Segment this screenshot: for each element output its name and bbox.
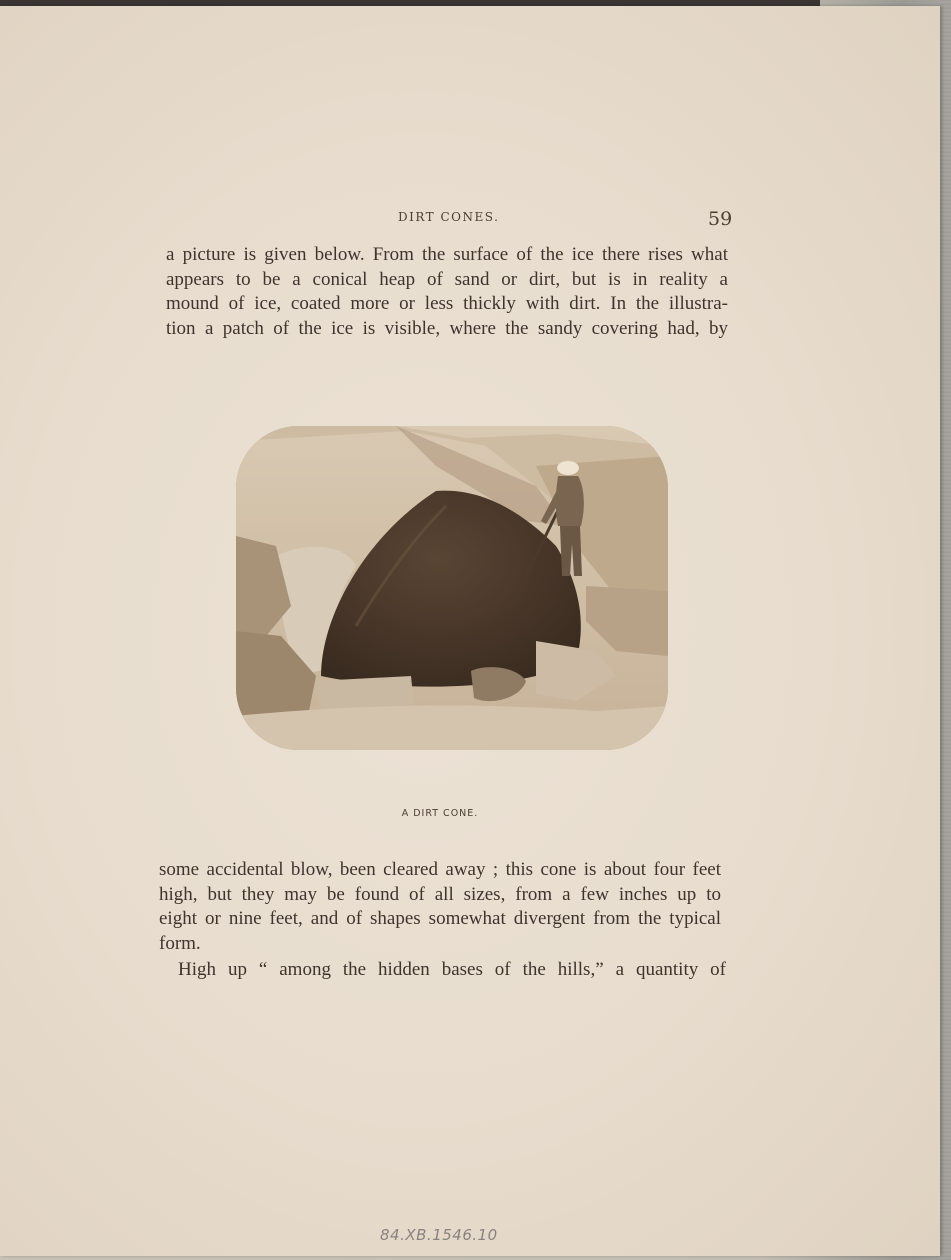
accession-number: 84.XB.1546.10 — [380, 1226, 498, 1244]
text-line: tion a patch of the ice is visible, where the sandy covering had, by — [166, 317, 728, 339]
running-title: DIRT CONES. — [398, 210, 500, 224]
next-paragraph — [178, 958, 726, 983]
text-line: a picture is given below. From the surface of the ice there rises what — [166, 244, 728, 265]
text-line: High up “ among the hidden bases of the hills,” a quantity of — [178, 959, 726, 980]
text-line: form. — [159, 932, 201, 954]
photograph-illustration — [236, 426, 668, 750]
text-line: mound of ice, coated more or less thickly with dirt. In the illustra- — [166, 293, 728, 314]
dirt-cone-photograph — [236, 426, 668, 750]
scan-right-edge — [941, 0, 951, 1260]
text-line: eight or nine feet, and of shapes somewhat divergent from the typical — [159, 908, 721, 929]
bottom-paragraph — [159, 858, 721, 956]
text-line: appears to be a conical heap of sand or dirt, but is in reality a — [166, 268, 728, 290]
text-line: some accidental blow, been cleared away ; this cone is about four feet — [159, 859, 721, 880]
page-number: 59 — [708, 208, 733, 230]
figure-caption: A DIRT CONE. — [401, 808, 479, 819]
top-paragraph — [166, 243, 728, 341]
text-line: high, but they may be found of all sizes, from a few inches up to — [159, 883, 721, 905]
